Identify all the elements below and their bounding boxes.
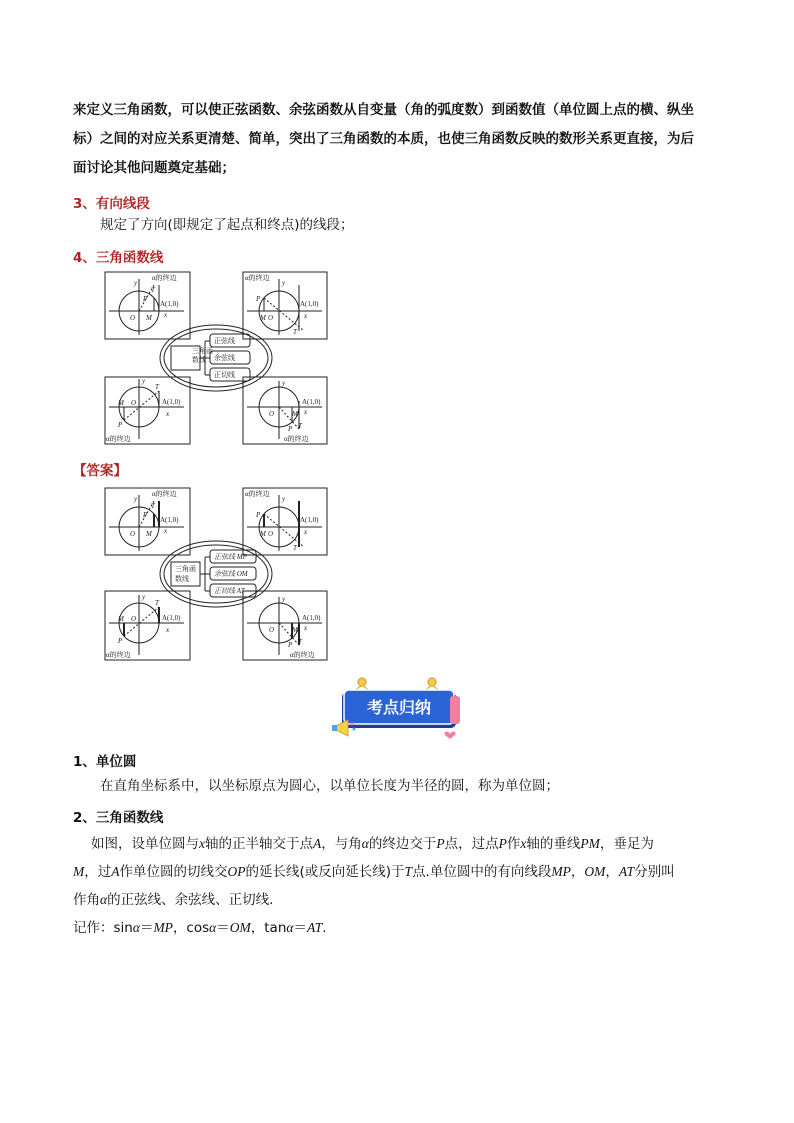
- answer-alpha-label-q2: α的终边: [245, 490, 270, 498]
- o-label-q2: O: [268, 314, 274, 322]
- panel-q4: [243, 377, 327, 444]
- answer-center-label-line-1: 三角函: [175, 565, 196, 573]
- y-label-q3: y: [142, 377, 146, 385]
- intro-paragraph: [73, 96, 723, 183]
- answer-o-label-q2: O: [268, 530, 274, 538]
- answer-center-label-line-2: 数线: [175, 575, 189, 583]
- t-label-q2: T: [293, 328, 297, 336]
- summary-2-line-3: 作角α的正弦线、余弦线、正切线.: [73, 892, 274, 908]
- intro-line-3: 面讨论其他问题奠定基础；: [73, 160, 235, 176]
- alpha-label-q2: α的终边: [245, 274, 270, 282]
- p-label-q4: P: [288, 425, 293, 433]
- answer-alpha-label-q3: α的终边: [106, 651, 131, 659]
- t-label-q3: T: [155, 383, 159, 391]
- alpha-label-q3: α的终边: [106, 435, 131, 443]
- x-label-q1: x: [164, 311, 168, 319]
- answer-sine-label: 正弦线 MP: [214, 553, 247, 561]
- answer-x-label-q3: x: [166, 626, 170, 634]
- answer-y-label-q1: y: [134, 495, 138, 503]
- t-label-q1: T: [151, 286, 155, 294]
- p-label-q1: P: [143, 295, 148, 303]
- panel-q3: [105, 377, 190, 444]
- y-label-q2: y: [282, 279, 286, 287]
- answer-m-label-q2: M: [260, 530, 266, 538]
- answer-tangent-label: 正切线 AT: [214, 587, 245, 595]
- answer-o-label-q4: O: [269, 626, 275, 634]
- answer-p-label-q2: P: [256, 511, 261, 519]
- answer-y-label-q3: y: [142, 593, 146, 601]
- tangent-label: 正切线: [214, 371, 235, 379]
- banner-graphic: [332, 676, 466, 742]
- answer-alpha-label-q1: α的终边: [152, 490, 177, 498]
- center-label-line-1: 三角函: [192, 347, 213, 355]
- answer-t-label-q2: T: [293, 544, 297, 552]
- m-label-q3: M: [118, 399, 124, 407]
- cosine-label: 余弦线: [214, 354, 235, 362]
- answer-label: 【答案】: [73, 463, 127, 479]
- trig-line-diagram: [104, 271, 328, 445]
- answer-y-label-q4: y: [282, 595, 286, 603]
- answer-o-label-q3: O: [131, 615, 137, 623]
- answer-x-label-q2: x: [304, 528, 308, 536]
- answer-t-label-q1: T: [151, 502, 155, 510]
- answer-o-label-q1: O: [130, 530, 136, 538]
- trig-line-answer-diagram: [104, 487, 328, 661]
- y-label-q4: y: [282, 379, 286, 387]
- x-label-q4: x: [304, 408, 308, 416]
- summary-1-text: 在直角坐标系中，以坐标原点为圆心，以单位长度为半径的圆，称为单位圆；: [100, 778, 559, 794]
- answer-y-label-q2: y: [282, 495, 286, 503]
- answer-t-label-q3: T: [155, 599, 159, 607]
- summary-1-title: 1、单位圆: [73, 754, 137, 770]
- left-pin-icon: [358, 678, 366, 686]
- y-label-q1: y: [134, 279, 138, 287]
- p-label-q3: P: [118, 421, 123, 429]
- alpha-label-q4: α的终边: [284, 435, 309, 443]
- summary-2-line-4: 记作：sinα＝MP，cosα＝OM，tanα＝AT.: [73, 920, 327, 936]
- diagram-svg: [104, 271, 328, 445]
- answer-a-label-q3: A(1,0): [162, 614, 181, 622]
- intro-line-1: 来定义三角函数，可以使正弦函数、余弦函数从自变量（角的弧度数）到函数值（单位圆上点的横、纵坐: [73, 102, 694, 118]
- x-label-q3: x: [166, 410, 170, 418]
- a-label-q4: A(1,0): [302, 398, 321, 406]
- center-label-line-2: 数线: [192, 356, 206, 364]
- a-label-q2: A(1,0): [300, 300, 319, 308]
- t-label-q4: T: [298, 422, 302, 430]
- answer-m-label-q1: M: [146, 530, 152, 538]
- section-3-title: 3、有向线段: [73, 196, 150, 212]
- m-label-q2: M: [260, 314, 266, 322]
- alpha-label-q1: α的终边: [152, 274, 177, 282]
- banner-side-tab: [450, 696, 460, 724]
- summary-2-body: [73, 830, 733, 942]
- right-pin-icon: [428, 678, 436, 686]
- answer-alpha-label-q4: α的终边: [290, 651, 315, 659]
- answer-a-label-q1: A(1,0): [160, 516, 179, 524]
- banner-text: 考点归纳: [366, 698, 432, 717]
- answer-a-label-q2: A(1,0): [300, 516, 319, 524]
- o-label-q3: O: [131, 399, 137, 407]
- a-label-q3: A(1,0): [162, 398, 181, 406]
- answer-x-label-q4: x: [304, 624, 308, 632]
- o-label-q1: O: [130, 314, 136, 322]
- sine-label: 正弦线: [214, 337, 235, 345]
- intro-line-2: 标）之间的对应关系更清楚、简单，突出了三角函数的本质，也使三角函数反映的数形关系更直接，为后: [73, 131, 694, 147]
- answer-m-label-q4: M: [292, 626, 298, 634]
- answer-diagram-svg: [104, 487, 328, 661]
- answer-m-label-q3: M: [118, 615, 124, 623]
- summary-2-title: 2、三角函数线: [73, 810, 164, 826]
- answer-p-label-q4: P: [288, 641, 293, 649]
- section-4-title: 4、三角函数线: [73, 250, 164, 266]
- o-label-q4: O: [269, 410, 275, 418]
- answer-a-label-q4: A(1,0): [302, 614, 321, 622]
- answer-t-label-q4: T: [298, 638, 302, 646]
- answer-p-label-q1: P: [143, 511, 148, 519]
- summary-banner: [332, 676, 466, 742]
- section-3-text: 规定了方向(即规定了起点和终点)的线段；: [100, 217, 354, 233]
- a-label-q1: A(1,0): [160, 300, 179, 308]
- heart-icon: [445, 731, 456, 739]
- summary-2-line-1: 如图，设单位圆与x轴的正半轴交于点A，与角α的终边交于P点，过点P作x轴的垂线PM，垂足为: [91, 836, 654, 852]
- answer-x-label-q1: x: [164, 527, 168, 535]
- summary-2-line-2: M，过A作单位圆的切线交OP的延长线(或反向延长线)于T点.单位圆中的有向线段MP，OM，AT分别叫: [73, 864, 675, 880]
- x-label-q2: x: [304, 312, 308, 320]
- m-label-q4: M: [292, 410, 298, 418]
- answer-p-label-q3: P: [118, 637, 123, 645]
- m-label-q1: M: [146, 314, 152, 322]
- answer-cosine-label: 余弦线 OM: [214, 570, 248, 578]
- p-label-q2: P: [256, 295, 261, 303]
